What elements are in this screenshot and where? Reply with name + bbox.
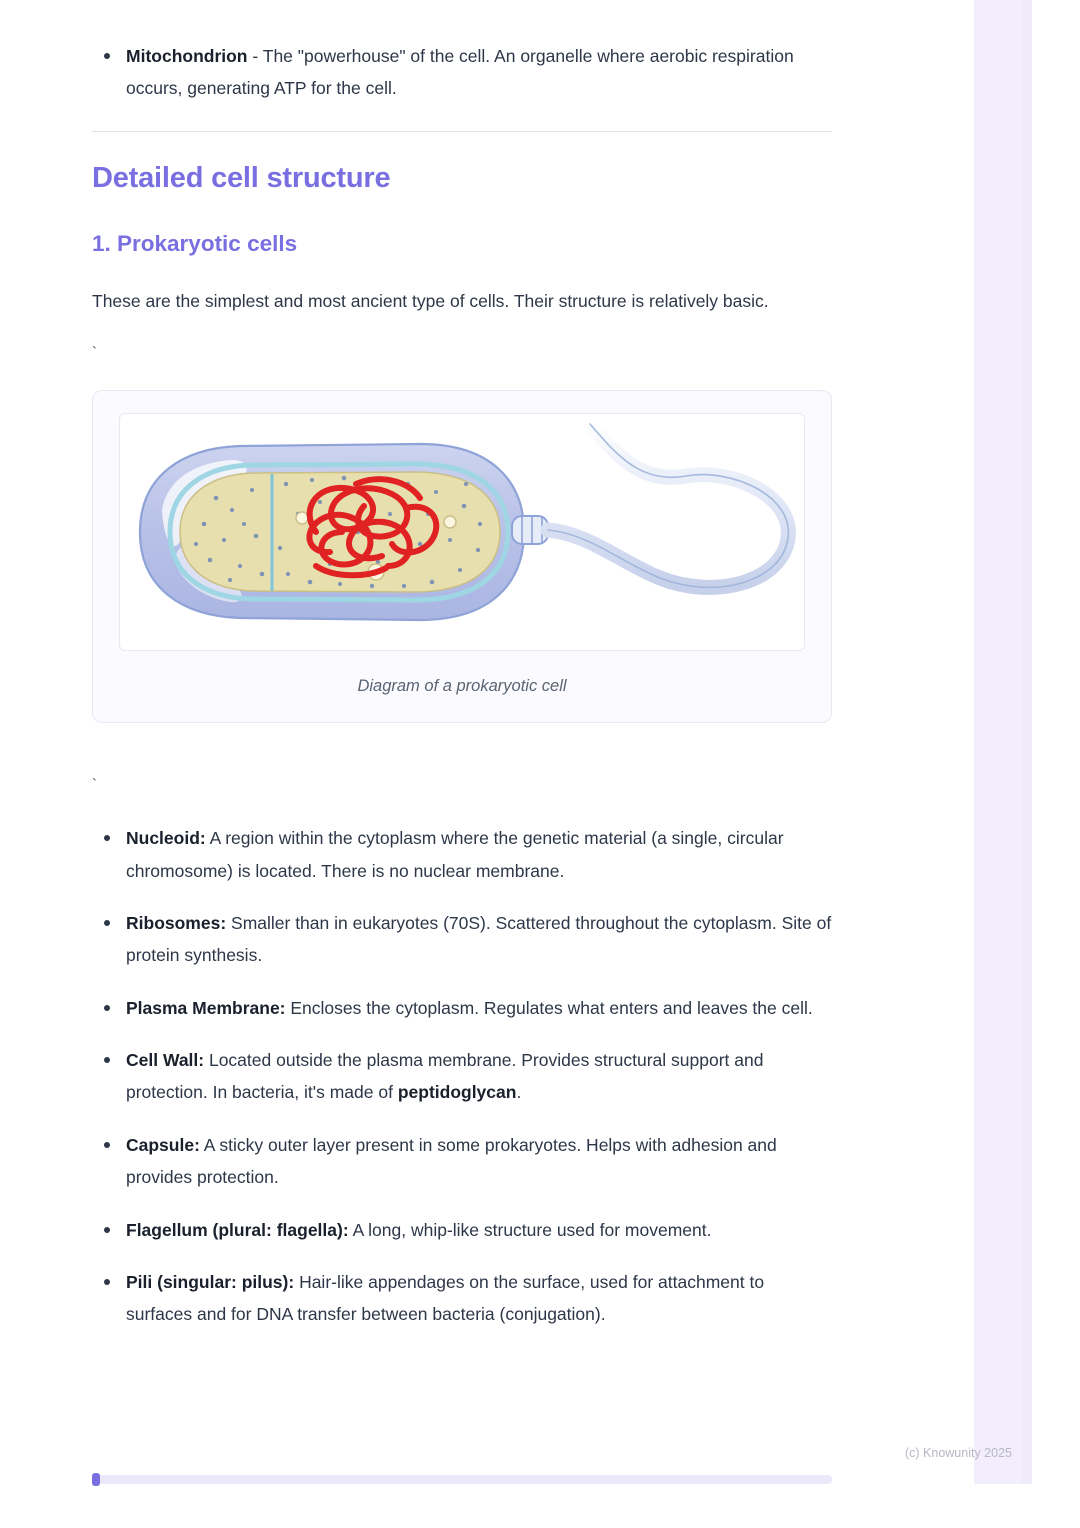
code-tick-after: ` — [92, 776, 97, 794]
term-label: Flagellum (plural: flagella): — [126, 1219, 349, 1240]
term-description: Encloses the cytoplasm. Regulates what enters and leaves the cell. — [285, 997, 813, 1018]
right-side-rail-inner — [1022, 0, 1032, 1484]
code-tick-before: ` — [92, 344, 97, 362]
page-title: Detailed cell structure — [92, 161, 391, 194]
term-description: A region within the cytoplasm where the genetic material (a single, circular chromosome) is located. There is no nuclear membrane. — [126, 828, 784, 881]
subsection-title: 1. Prokaryotic cells — [92, 230, 298, 256]
term-description: - The "powerhouse" of the cell. An organelle where aerobic respiration occurs, generating ATP for the cell. — [126, 46, 794, 99]
section-divider — [92, 131, 832, 132]
intro-paragraph: These are the simplest and most ancient type of cells. Their structure is relatively basic. — [92, 290, 769, 311]
term-description: A sticky outer layer present in some prokaryotes. Helps with adhesion and provides protection. — [126, 1134, 777, 1188]
term-label: Cell Wall: — [126, 1050, 205, 1070]
term-label: Plasma Membrane: — [126, 997, 286, 1018]
term-description: A long, whip-like structure used for movement. — [348, 1219, 712, 1240]
term-description: Located outside the plasma membrane. Provides structural support and protection. In bacteria, it's made of — [126, 1050, 764, 1103]
page-progress-knob[interactable] — [92, 1473, 100, 1486]
top-definition-list — [92, 40, 832, 105]
right-side-rail — [974, 0, 1032, 1484]
list-item — [92, 40, 832, 105]
term-description-tail: . — [516, 1082, 522, 1103]
list-item — [92, 1214, 832, 1246]
term-label: Pili (singular: pilus): — [126, 1271, 295, 1292]
term-label: Mitochondrion — [126, 46, 248, 66]
term-description: Hair-like appendages on the surface, used for attachment to surfaces and for DNA transfer between bacteria (conjugation). — [126, 1271, 765, 1325]
list-item — [92, 822, 832, 887]
feature-definition-list — [92, 822, 832, 1331]
page-progress-bar[interactable] — [92, 1475, 832, 1484]
term-label: Nucleoid: — [126, 828, 206, 849]
figure-card — [92, 390, 832, 723]
list-item — [92, 1129, 832, 1194]
list-item — [92, 907, 832, 972]
list-item — [92, 1266, 832, 1331]
term-description: Smaller than in eukaryotes (70S). Scattered throughout the cytoplasm. Site of protein synthesis. — [126, 912, 832, 966]
list-item — [92, 1044, 832, 1109]
document-content — [92, 40, 832, 1351]
term-label: Capsule: — [126, 1134, 200, 1155]
term-emphasis: peptidoglycan — [397, 1082, 517, 1103]
figure-image — [119, 413, 805, 651]
list-item — [92, 992, 832, 1024]
figure-caption: Diagram of a prokaryotic cell — [357, 677, 567, 696]
term-label: Ribosomes: — [126, 912, 227, 933]
copyright-notice: (c) Knowunity 2025 — [904, 1446, 1012, 1460]
prokaryotic-cell-diagram-icon — [120, 414, 805, 648]
